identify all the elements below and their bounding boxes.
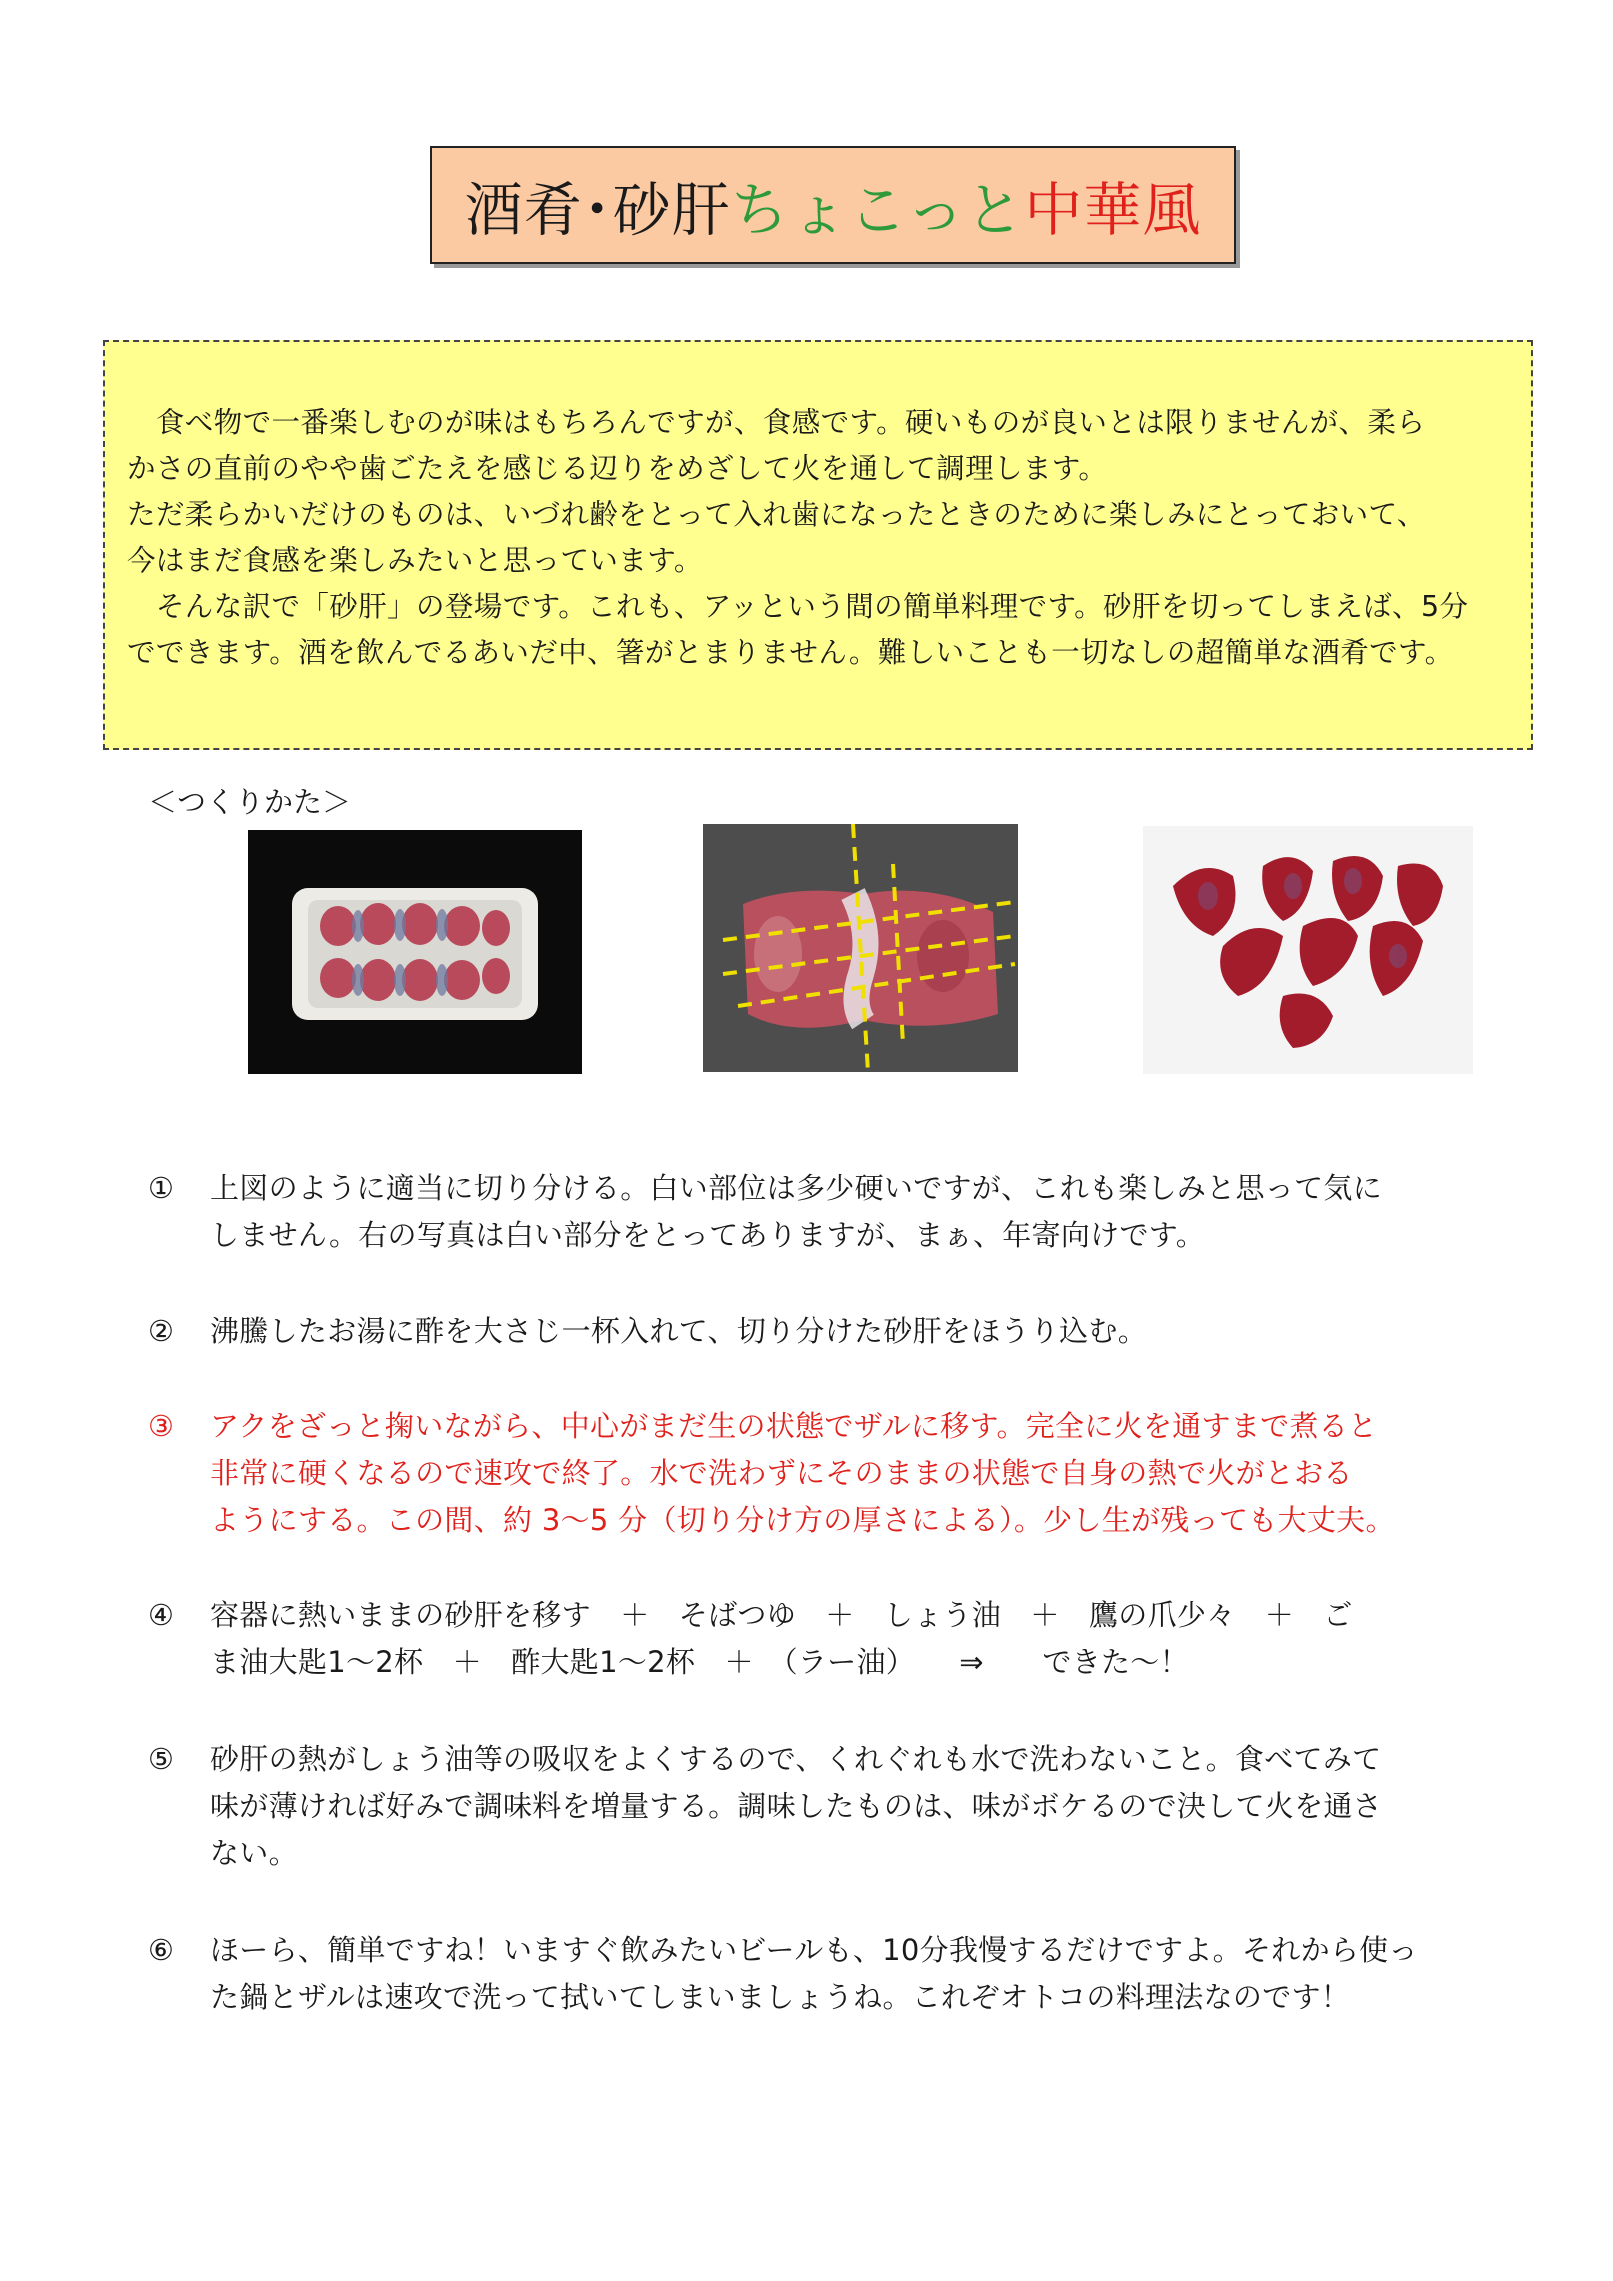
step-number: ① <box>148 1171 174 1205</box>
step-item <box>148 1927 1478 2021</box>
intro-box <box>103 340 1533 750</box>
step-number: ⑥ <box>148 1933 174 1967</box>
step-item-highlighted <box>148 1403 1478 1544</box>
step-text <box>210 1592 1353 1686</box>
step-item <box>148 1308 1478 1355</box>
step-line: ほーら、簡単ですね！いますぐ飲みたいビールも、10分我慢するだけですよ。それから使っ <box>210 1933 1418 1967</box>
photo-cutting-guide <box>703 824 1018 1072</box>
step-number: ③ <box>148 1409 174 1443</box>
step-number: ④ <box>148 1598 174 1632</box>
step-line: ようにする。この間、約 3～5 分（切り分け方の厚さによる）。少し生が残っても大丈夫。 <box>210 1503 1395 1537</box>
step-line: 味が薄ければ好みで調味料を増量する。調味したものは、味がボケるので決して火を通さ <box>210 1789 1383 1823</box>
step-line: 上図のように適当に切り分ける。白い部位は多少硬いですが、これも楽しみと思って気に <box>210 1171 1383 1205</box>
step-line: 砂肝の熱がしょう油等の吸収をよくするので、くれぐれも水で洗わないこと。食べてみて <box>210 1742 1382 1776</box>
title-part-chinese-style: 中華風 <box>1024 176 1202 244</box>
photo-cut-pieces <box>1143 826 1473 1074</box>
step-item <box>148 1165 1478 1259</box>
step-number: ② <box>148 1314 174 1348</box>
title-part-chokotto: ちょこっと <box>730 176 1025 244</box>
title-box <box>430 146 1236 264</box>
section-label: ＜つくりかた＞ <box>148 785 352 819</box>
step-line: た鍋とザルは速攻で洗って拭いてしまいましょうね。これぞオトコの料理法なのです！ <box>210 1980 1351 2014</box>
intro-line: かさの直前のやや歯ごたえを感じる辺りをめざして火を通して調理します。 <box>127 452 1108 485</box>
step-number: ⑤ <box>148 1742 174 1776</box>
step-line: アクをざっと掬いながら、中心がまだ生の状態でザルに移す。完全に火を通すまで煮ると <box>210 1409 1378 1443</box>
step-text <box>210 1927 1418 2021</box>
step-text <box>210 1308 1147 1355</box>
step-line: 沸騰したお湯に酢を大さじ一杯入れて、切り分けた砂肝をほうり込む。 <box>210 1314 1148 1348</box>
step-text <box>210 1165 1382 1259</box>
step-text <box>210 1403 1395 1544</box>
intro-line: ただ柔らかいだけのものは、いづれ齢をとって入れ歯になったときのために楽しみにとっておいて、 <box>127 498 1426 531</box>
photo-gizzards-in-tray <box>248 830 582 1074</box>
step-item <box>148 1736 1478 1877</box>
step-line: 非常に硬くなるので速攻で終了。水で洗わずにそのままの状態で自身の熱で火がとおる <box>210 1456 1353 1490</box>
step-line: 容器に熱いままの砂肝を移す ＋ そばつゆ ＋ しょう油 ＋ 鷹の爪少々 ＋ ご <box>210 1598 1353 1632</box>
intro-line: そんな訳で「砂肝」の登場です。これも、アッという間の簡単料理です。砂肝を切ってしまえば、5分 <box>127 590 1469 623</box>
title-part-dish: 酒肴･砂肝 <box>464 176 731 244</box>
intro-line: 今はまだ食感を楽しみたいと思っています。 <box>127 544 703 577</box>
step-text <box>210 1736 1382 1877</box>
step-line: ない。 <box>210 1836 298 1870</box>
intro-line: でできます。酒を飲んでるあいだ中、箸がとまりません。難しいことも一切なしの超簡単な酒肴です。 <box>127 636 1454 669</box>
step-line: しません。右の写真は白い部分をとってありますが、まぁ、年寄向けです。 <box>210 1218 1206 1252</box>
step-item <box>148 1592 1478 1686</box>
intro-line: 食べ物で一番楽しむのが味はもちろんですが、食感です。硬いものが良いとは限りませんが、柔ら <box>127 406 1426 439</box>
step-line: ま油大匙1～2杯 ＋ 酢大匙1～2杯 ＋ （ラー油） ⇒ できた～！ <box>210 1645 1189 1679</box>
